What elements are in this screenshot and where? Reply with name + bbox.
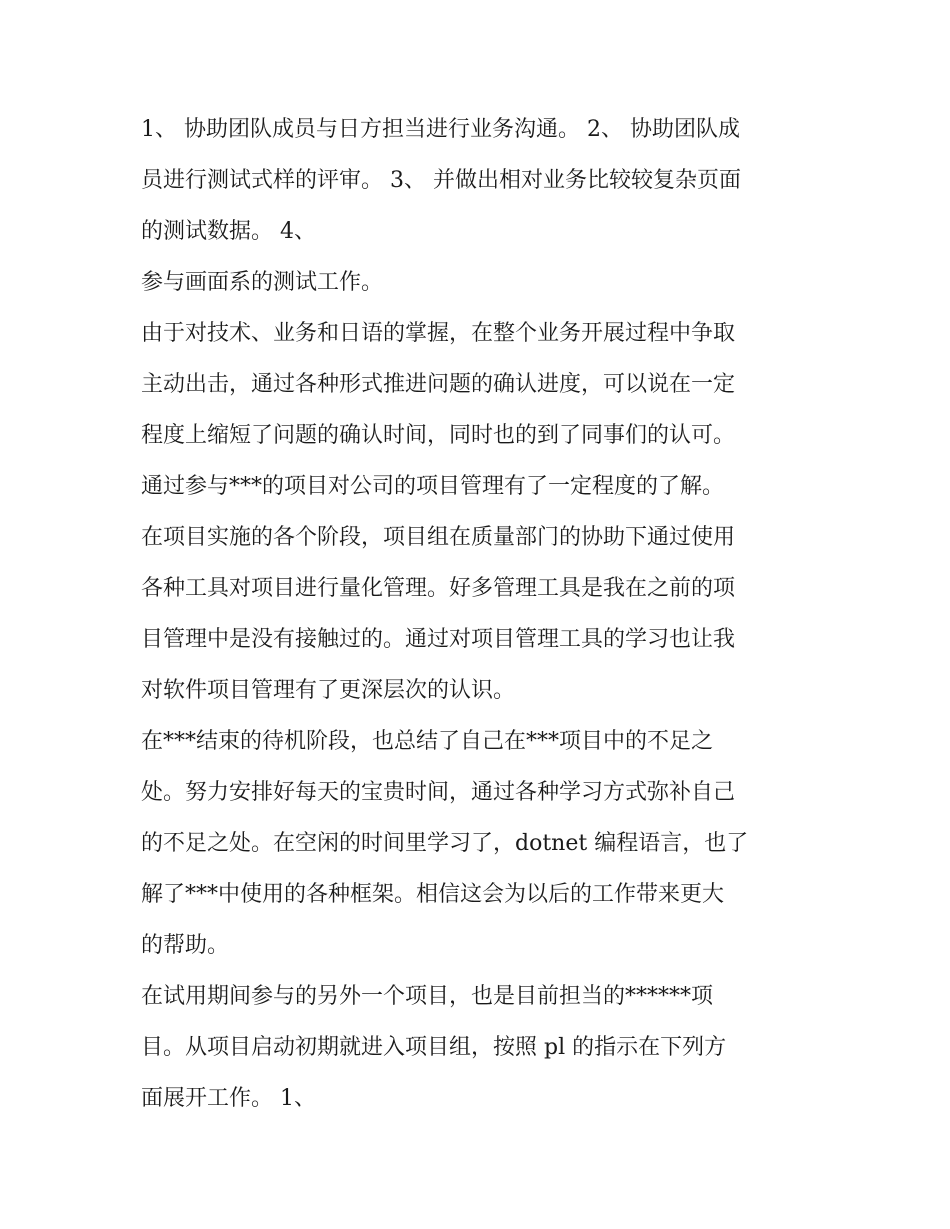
text-line: 的测试数据。 4、	[141, 219, 316, 244]
text-line: 在试用期间参与的另外一个项目，也是目前担当的******项	[141, 984, 714, 1009]
text-line: 1、 协助团队成员与日方担当进行业务沟通。 2、 协助团队成	[141, 117, 740, 142]
text-line: 的不足之处。在空闲的时间里学习了，dotnet 编程语言，也了	[141, 831, 749, 856]
text-line: 解了***中使用的各种框架。相信这会为以后的工作带来更大	[141, 882, 725, 907]
text-line: 参与画面系的测试工作。	[141, 270, 384, 295]
text-line: 程度上缩短了问题的确认时间，同时也的到了同事们的认可。	[141, 423, 736, 448]
text-line: 对软件项目管理有了更深层次的认识。	[141, 678, 516, 703]
text-line: 处。努力安排好每天的宝贵时间，通过各种学习方式弥补自己	[141, 780, 736, 805]
body-text	[141, 104, 821, 1124]
text-line: 目。从项目启动初期就进入项目组，按照 pl 的指示在下列方	[141, 1035, 727, 1060]
text-line: 目管理中是没有接触过的。通过对项目管理工具的学习也让我	[141, 627, 736, 652]
text-line: 主动出击，通过各种形式推进问题的确认进度，可以说在一定	[141, 372, 736, 397]
text-line: 员进行测试式样的评审。 3、 并做出相对业务比较较复杂页面	[141, 168, 741, 193]
text-line: 在***结束的待机阶段，也总结了自己在***项目中的不足之	[141, 729, 714, 754]
text-line: 各种工具对项目进行量化管理。好多管理工具是我在之前的项	[141, 576, 736, 601]
text-line: 通过参与***的项目对公司的项目管理有了一定程度的了解。	[141, 474, 725, 499]
text-line: 由于对技术、业务和日语的掌握，在整个业务开展过程中争取	[141, 321, 736, 346]
text-line: 面展开工作。 1、	[141, 1086, 316, 1111]
text-line: 在项目实施的各个阶段，项目组在质量部门的协助下通过使用	[141, 525, 736, 550]
text-line: 的帮助。	[141, 933, 230, 958]
